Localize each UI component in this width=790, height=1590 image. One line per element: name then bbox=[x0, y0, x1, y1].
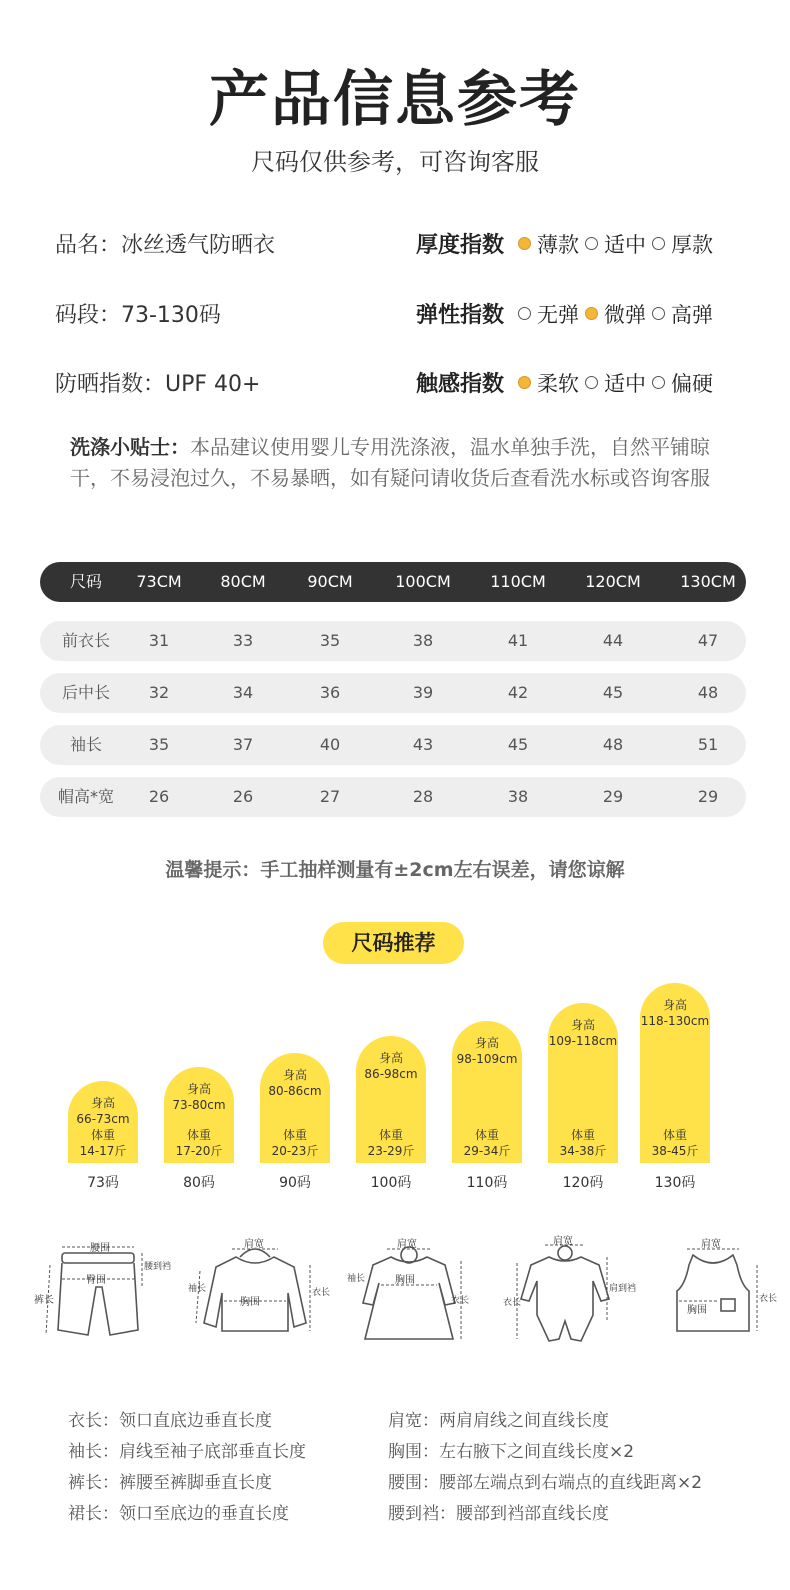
height-value: 118-130cm bbox=[640, 1014, 710, 1028]
table-header-cell: 120CM bbox=[585, 572, 641, 591]
weight-range bbox=[164, 1127, 234, 1159]
height-label: 身高 bbox=[186, 1082, 211, 1096]
table-cell: 38 bbox=[412, 631, 434, 650]
empty-dot-icon bbox=[585, 376, 598, 389]
table-cell: 32 bbox=[148, 683, 170, 702]
size-recommend-bar bbox=[260, 1053, 330, 1163]
index-option bbox=[652, 299, 713, 329]
table-cell: 47 bbox=[697, 631, 719, 650]
table-header-cell: 100CM bbox=[395, 572, 451, 591]
table-cell: 26 bbox=[232, 787, 254, 806]
empty-dot-icon bbox=[652, 307, 665, 320]
sweater-sleeve-label: 袖长 bbox=[188, 1284, 207, 1294]
sweater-chest-label: 胸围 bbox=[240, 1297, 260, 1308]
table-cell: 31 bbox=[148, 631, 170, 650]
weight-value: 23-29斤 bbox=[367, 1144, 415, 1158]
index-label: 弹性指数 bbox=[416, 303, 505, 328]
weight-range bbox=[452, 1127, 522, 1159]
index-option-label: 偏硬 bbox=[671, 371, 714, 396]
weight-range bbox=[260, 1127, 330, 1159]
height-value: 98-109cm bbox=[456, 1052, 518, 1066]
weight-value: 20-23斤 bbox=[271, 1144, 319, 1158]
table-cell: 43 bbox=[412, 735, 434, 754]
table-row-label: 后中长 bbox=[61, 683, 110, 702]
weight-label: 体重 bbox=[282, 1128, 307, 1142]
empty-dot-icon bbox=[652, 376, 665, 389]
legend-item: 衣长：领口直底边垂直长度 bbox=[68, 1411, 272, 1431]
height-value: 109-118cm bbox=[548, 1034, 618, 1048]
table-row bbox=[40, 777, 746, 817]
weight-label: 体重 bbox=[474, 1128, 499, 1142]
pants-hip-label: 臀围 bbox=[86, 1275, 106, 1286]
size-recommend-bar bbox=[356, 1036, 426, 1163]
romper-rise-label: 肩到裆 bbox=[609, 1284, 637, 1294]
table-cell: 33 bbox=[232, 631, 254, 650]
size-label: 130码 bbox=[654, 1175, 696, 1191]
weight-value: 38-45斤 bbox=[651, 1144, 699, 1158]
table-cell: 29 bbox=[697, 787, 719, 806]
weight-value: 17-20斤 bbox=[175, 1144, 223, 1158]
legend-item: 裤长：裤腰至裤脚垂直长度 bbox=[68, 1473, 272, 1493]
weight-value: 29-34斤 bbox=[463, 1144, 511, 1158]
height-value: 66-73cm bbox=[76, 1112, 130, 1126]
weight-range bbox=[548, 1127, 618, 1159]
table-cell: 26 bbox=[148, 787, 170, 806]
height-range bbox=[640, 997, 710, 1029]
sweater-diagram-icon bbox=[188, 1235, 331, 1350]
height-label: 身高 bbox=[570, 1018, 595, 1032]
legend-item: 裙长：领口至底边的垂直长度 bbox=[68, 1504, 289, 1524]
index-option-label: 微弹 bbox=[604, 302, 647, 327]
table-cell: 39 bbox=[412, 683, 434, 702]
size-table-header bbox=[40, 562, 746, 602]
legend-item: 胸围：左右腋下之间直线长度×2 bbox=[388, 1442, 635, 1462]
table-cell: 37 bbox=[232, 735, 254, 754]
index-option-label: 薄款 bbox=[537, 232, 580, 257]
index-option-label: 厚款 bbox=[671, 232, 714, 257]
weight-range bbox=[68, 1127, 138, 1159]
table-cell: 45 bbox=[602, 683, 624, 702]
height-label: 身高 bbox=[378, 1051, 403, 1065]
dress-diagram-icon bbox=[345, 1235, 475, 1350]
height-range bbox=[164, 1081, 234, 1113]
weight-label: 体重 bbox=[662, 1128, 687, 1142]
index-row bbox=[416, 228, 719, 259]
dress-chest-label: 胸围 bbox=[395, 1275, 415, 1286]
table-cell: 51 bbox=[697, 735, 719, 754]
height-range bbox=[260, 1067, 330, 1099]
size-label: 80码 bbox=[183, 1175, 215, 1191]
index-option-label: 柔软 bbox=[537, 371, 580, 396]
legend-item: 肩宽：两肩肩线之间直线长度 bbox=[388, 1411, 609, 1431]
product-name: 品名：冰丝透气防晒衣 bbox=[55, 233, 276, 258]
height-label: 身高 bbox=[282, 1068, 307, 1082]
pants-diagram-icon bbox=[34, 1235, 172, 1350]
height-range bbox=[452, 1035, 522, 1067]
height-label: 身高 bbox=[474, 1036, 499, 1050]
table-cell: 28 bbox=[412, 787, 434, 806]
size-recommend-bar bbox=[68, 1081, 138, 1163]
height-value: 73-80cm bbox=[172, 1098, 226, 1112]
table-row bbox=[40, 621, 746, 661]
table-cell: 29 bbox=[602, 787, 624, 806]
weight-value: 14-17斤 bbox=[79, 1144, 127, 1158]
weight-value: 34-38斤 bbox=[559, 1144, 607, 1158]
index-option-label: 适中 bbox=[604, 371, 647, 396]
index-option bbox=[652, 229, 713, 259]
index-option bbox=[518, 229, 579, 259]
index-option bbox=[518, 299, 579, 329]
vest-chest-label: 胸围 bbox=[687, 1305, 707, 1316]
table-cell: 35 bbox=[319, 631, 341, 650]
size-label: 100码 bbox=[370, 1175, 412, 1191]
table-cell: 45 bbox=[507, 735, 529, 754]
index-option-label: 高弹 bbox=[671, 302, 714, 327]
upf-index: 防晒指数：UPF 40+ bbox=[55, 372, 261, 397]
index-option bbox=[585, 299, 646, 329]
romper-diagram-icon bbox=[505, 1235, 635, 1350]
weight-label: 体重 bbox=[378, 1128, 403, 1142]
page-subtitle: 尺码仅供参考，可咨询客服 bbox=[251, 148, 539, 176]
dress-shoulder-label: 肩宽 bbox=[397, 1239, 417, 1250]
size-recommend-bar bbox=[548, 1003, 618, 1163]
table-row bbox=[40, 673, 746, 713]
table-cell: 38 bbox=[507, 787, 529, 806]
pants-waist-label: 腰围 bbox=[90, 1243, 110, 1254]
size-label: 110码 bbox=[466, 1175, 508, 1191]
size-recommend-bar bbox=[640, 983, 710, 1163]
size-label: 120码 bbox=[562, 1175, 604, 1191]
legend-item: 腰到裆：腰部到裆部直线长度 bbox=[388, 1504, 609, 1524]
table-cell: 36 bbox=[319, 683, 341, 702]
table-row-label: 前衣长 bbox=[61, 631, 110, 650]
height-value: 86-98cm bbox=[364, 1067, 418, 1081]
wash-tips bbox=[70, 432, 710, 494]
size-label: 90码 bbox=[279, 1175, 311, 1191]
table-cell: 40 bbox=[319, 735, 341, 754]
index-option-label: 适中 bbox=[604, 232, 647, 257]
weight-range bbox=[356, 1127, 426, 1159]
height-label: 身高 bbox=[662, 998, 687, 1012]
selected-dot-icon bbox=[518, 376, 531, 389]
table-header-cell: 90CM bbox=[307, 572, 353, 591]
size-range: 码段：73-130码 bbox=[55, 303, 221, 328]
sweater-shoulder-label: 肩宽 bbox=[244, 1239, 264, 1250]
selected-dot-icon bbox=[518, 237, 531, 250]
table-cell: 42 bbox=[507, 683, 529, 702]
size-recommend-bar bbox=[164, 1067, 234, 1163]
height-value: 80-86cm bbox=[268, 1084, 322, 1098]
table-cell: 48 bbox=[697, 683, 719, 702]
table-cell: 41 bbox=[507, 631, 529, 650]
pants-rise-label: 腰到裆 bbox=[144, 1262, 172, 1272]
empty-dot-icon bbox=[518, 307, 531, 320]
table-header-cell: 110CM bbox=[490, 572, 546, 591]
measurement-tip: 温馨提示：手工抽样测量有±2cm左右误差，请您谅解 bbox=[165, 859, 625, 881]
pants-length-label: 裤长 bbox=[34, 1295, 54, 1306]
weight-range bbox=[640, 1127, 710, 1159]
size-recommend-bar bbox=[452, 1021, 522, 1163]
legend-item: 袖长：肩线至袖子底部垂直长度 bbox=[68, 1442, 306, 1462]
index-option bbox=[585, 229, 646, 259]
table-cell: 27 bbox=[319, 787, 341, 806]
empty-dot-icon bbox=[585, 237, 598, 250]
weight-label: 体重 bbox=[570, 1128, 595, 1142]
sweater-length-label: 衣长 bbox=[312, 1288, 331, 1298]
height-range bbox=[68, 1095, 138, 1127]
recommend-title: 尺码推荐 bbox=[323, 922, 464, 964]
height-range bbox=[548, 1017, 618, 1049]
table-cell: 35 bbox=[148, 735, 170, 754]
vest-length-label: 衣长 bbox=[759, 1294, 778, 1304]
wash-tips-label: 洗涤小贴士： bbox=[70, 435, 190, 459]
table-cell: 48 bbox=[602, 735, 624, 754]
index-option bbox=[585, 368, 646, 398]
selected-dot-icon bbox=[585, 307, 598, 320]
weight-label: 体重 bbox=[186, 1128, 211, 1142]
empty-dot-icon bbox=[652, 237, 665, 250]
index-option-label: 无弹 bbox=[537, 302, 580, 327]
table-row-label: 帽高*宽 bbox=[57, 787, 114, 806]
table-header-cell: 80CM bbox=[220, 572, 266, 591]
index-label: 厚度指数 bbox=[416, 233, 505, 258]
height-range bbox=[356, 1050, 426, 1082]
table-header-cell: 73CM bbox=[136, 572, 182, 591]
index-option bbox=[652, 368, 713, 398]
index-row bbox=[416, 298, 719, 329]
wash-tips-text: 本品建议使用婴儿专用洗涤液，温水单独手洗，自然平铺晾干，不易浸泡过久，不易暴晒，如有疑问请收货后查看洗水标或咨询客服 bbox=[70, 435, 710, 490]
table-row bbox=[40, 725, 746, 765]
vest-diagram-icon bbox=[657, 1235, 782, 1350]
dress-sleeve-label: 袖长 bbox=[347, 1274, 366, 1284]
romper-shoulder-label: 肩宽 bbox=[553, 1236, 573, 1247]
index-option bbox=[518, 368, 579, 398]
table-cell: 44 bbox=[602, 631, 624, 650]
page-title: 产品信息参考 bbox=[209, 65, 581, 135]
weight-label: 体重 bbox=[90, 1128, 115, 1142]
table-row-label: 袖长 bbox=[69, 735, 102, 754]
romper-length-label: 衣长 bbox=[503, 1298, 522, 1308]
table-header-cell: 130CM bbox=[680, 572, 736, 591]
table-cell: 34 bbox=[232, 683, 254, 702]
index-row bbox=[416, 367, 719, 398]
dress-length-label: 衣长 bbox=[451, 1296, 470, 1306]
index-label: 触感指数 bbox=[416, 372, 505, 397]
size-label: 73码 bbox=[87, 1175, 119, 1191]
vest-shoulder-label: 肩宽 bbox=[701, 1239, 721, 1250]
legend-item: 腰围：腰部左端点到右端点的直线距离×2 bbox=[388, 1473, 703, 1493]
table-header-cell: 尺码 bbox=[69, 572, 102, 591]
height-label: 身高 bbox=[90, 1096, 115, 1110]
